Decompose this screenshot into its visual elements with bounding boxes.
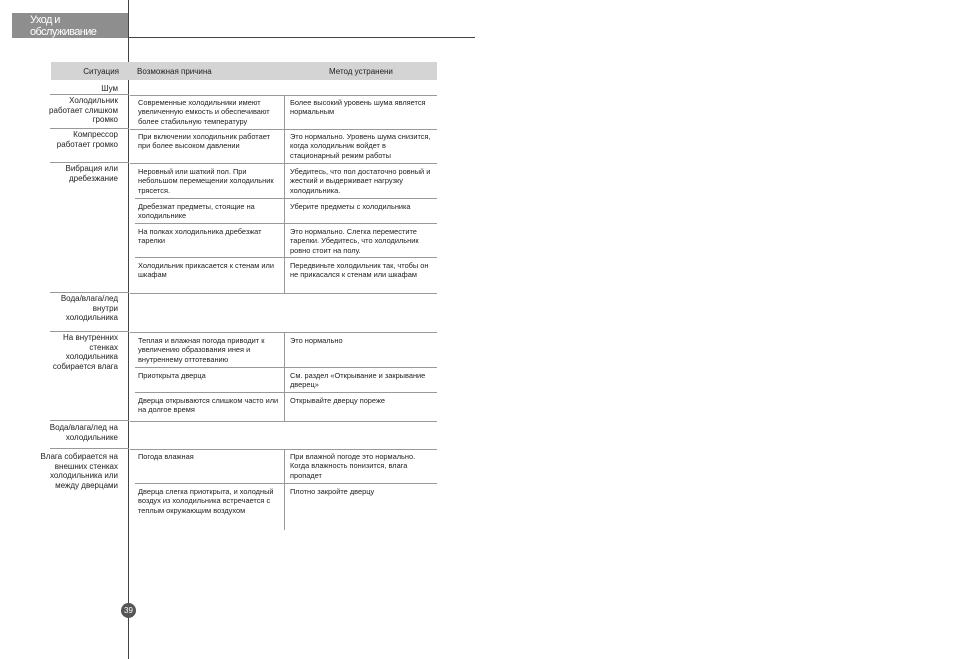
fix-cell: Передвиньте холодильник так, чтобы он не прикасался к стенам или шкафам bbox=[290, 261, 429, 280]
row-divider bbox=[50, 448, 129, 449]
col-cause: Возможная причина bbox=[137, 66, 212, 76]
row-divider bbox=[50, 292, 129, 293]
column-divider bbox=[284, 96, 285, 293]
situation-compressor: Компрессор работает громко bbox=[56, 130, 118, 149]
cause-cell: Приоткрыта дверца bbox=[138, 371, 206, 380]
row-divider bbox=[130, 421, 437, 422]
cause-cell: Дребезжат предметы, стоящие на холодильнике bbox=[138, 202, 255, 221]
cause-cell: Современные холодильники имеют увеличенную емкость и обеспечивают более стабильную температуру bbox=[138, 98, 270, 126]
fix-cell: Убедитесь, что пол достаточно ровный и жесткий и выдерживает нагрузку холодильника. bbox=[290, 167, 431, 195]
fix-cell: Это нормально. Уровень шума снизится, когда холодильник войдет в стационарный режим работы bbox=[290, 132, 431, 160]
column-divider bbox=[284, 450, 285, 530]
fix-cell: Открывайте дверцу пореже bbox=[290, 396, 385, 405]
cause-cell: Погода влажная bbox=[138, 452, 194, 461]
fix-cell: Это нормально bbox=[290, 336, 343, 345]
page-number: 39 bbox=[121, 603, 136, 618]
cause-cell: На полках холодильника дребезжат тарелки bbox=[138, 227, 262, 246]
row-divider bbox=[135, 367, 437, 368]
row-divider bbox=[135, 223, 437, 224]
section-noise: Шум bbox=[101, 84, 118, 93]
cause-cell: Дверца слегка приоткрыта, и холодный воздух из холодильника встречается с теплым окружающим воздухом bbox=[138, 487, 274, 515]
row-divider bbox=[135, 198, 437, 199]
section-header bbox=[12, 13, 128, 38]
left-margin-rule bbox=[128, 0, 129, 659]
cause-cell: Теплая и влажная погода приводит к увеличению образования инея и внутреннему оттотеванию bbox=[138, 336, 265, 364]
row-divider bbox=[50, 162, 129, 163]
situation-outer-walls: Влага собирается на внешних стенках холодильника или между дверцами bbox=[40, 452, 118, 490]
row-divider bbox=[135, 483, 437, 484]
fix-cell: Уберите предметы с холодильника bbox=[290, 202, 411, 211]
col-situation: Ситуация bbox=[83, 66, 119, 76]
fix-cell: При влажной погоде это нормально. Когда влажность понизится, влага пропадет bbox=[290, 452, 416, 480]
cause-cell: Неровный или шаткий пол. При небольшом перемещении холодильник трясется. bbox=[138, 167, 274, 195]
section-water-outside: Вода/влага/лед на холодильнике bbox=[49, 423, 118, 442]
section-water-inside: Вода/влага/лед внутри холодильника bbox=[60, 294, 118, 322]
row-divider bbox=[50, 420, 129, 421]
fix-cell: Плотно закройте дверцу bbox=[290, 487, 375, 496]
cause-cell: При включении холодильник работает при более высоком давлении bbox=[138, 132, 270, 151]
situation-inner-walls: На внутренних стенках холодильника собирается влага bbox=[52, 333, 118, 371]
fix-cell: Это нормально. Слегка переместите тарелки. Убедитесь, что холодильник ровно стоит на полу. bbox=[290, 227, 419, 255]
fix-cell: См. раздел «Открывание и закрывание дверец» bbox=[290, 371, 426, 390]
table-header bbox=[51, 62, 437, 80]
col-fix: Метод устранени bbox=[329, 66, 393, 76]
fix-cell: Более высокий уровень шума является нормальным bbox=[290, 98, 426, 117]
row-divider bbox=[135, 392, 437, 393]
situation-loud: Холодильник работает слишком громко bbox=[49, 96, 118, 124]
row-divider bbox=[130, 293, 437, 294]
column-divider bbox=[284, 333, 285, 421]
section-title: Уход и обслуживание bbox=[30, 13, 97, 38]
row-divider bbox=[50, 331, 129, 332]
row-divider bbox=[135, 257, 437, 258]
cause-cell: Дверца открываются слишком часто или на долгое время bbox=[138, 396, 279, 415]
row-divider bbox=[50, 94, 129, 95]
situation-vibration: Вибрация или дребезжание bbox=[65, 164, 118, 183]
row-divider bbox=[50, 128, 129, 129]
cause-cell: Холодильник прикасается к стенам или шкафам bbox=[138, 261, 274, 280]
header-rule bbox=[128, 37, 475, 38]
